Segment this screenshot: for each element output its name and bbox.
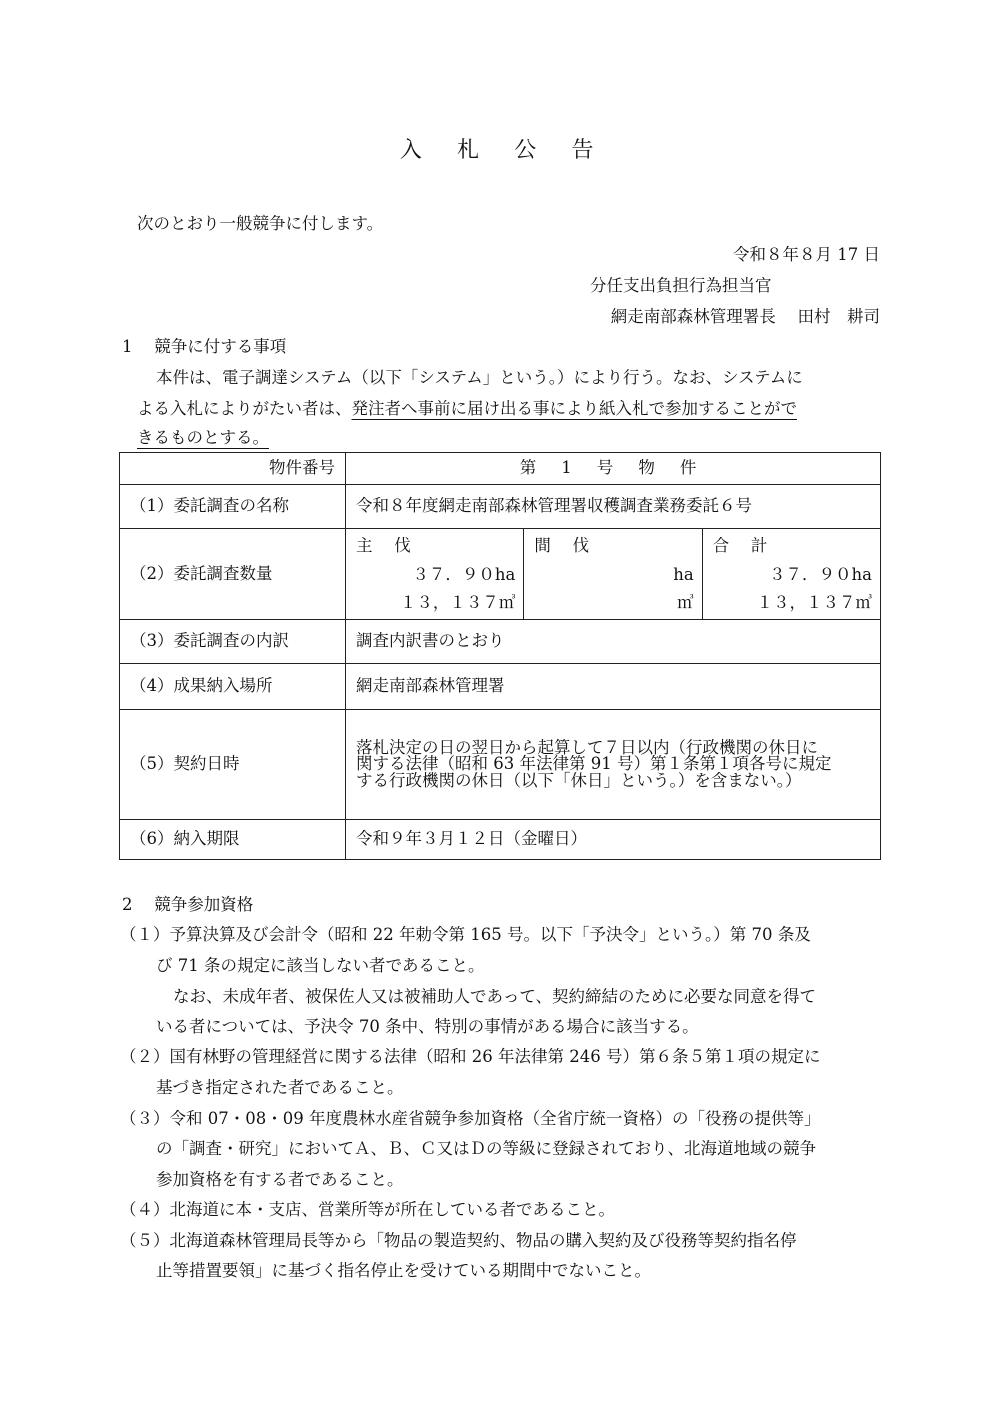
row6-value: 令和９年３月１２日（金曜日） <box>346 820 881 860</box>
section1-heading: 1 競争に付する事項 <box>122 337 287 356</box>
qualification-5-line1: （５）北海道森林管理局長等から「物品の製造契約、物品の購入契約及び役務等契約指名停 <box>120 1231 797 1250</box>
thinning-column <box>523 529 701 619</box>
main-felling-head: 主 伐 <box>356 536 419 555</box>
qualification-3-line3: 参加資格を有する者であること。 <box>156 1170 404 1189</box>
paper-bid-underlined-text: 発注者へ事前に届け出る事により紙入札で参加することがで <box>351 399 797 418</box>
row5-value-line2: 関する法律（昭和 63 年法律第 91 号）第１条第１項各号に規定 <box>356 754 832 774</box>
row4-value: 網走南部森林管理署 <box>346 664 881 710</box>
main-felling-volume: １３，１３７㎥ <box>399 593 516 612</box>
qualification-4-line1: （４）北海道に本・支店、営業所等が所在している者であること。 <box>120 1200 615 1219</box>
section1-paragraph-line2 <box>137 401 797 418</box>
row4-label: （4）成果納入場所 <box>120 664 346 710</box>
main-felling-column <box>346 529 523 619</box>
thinning-area: ha <box>673 565 694 584</box>
qualification-1-line4: いる者については、予決令 70 条中、特別の事情がある場合に該当する。 <box>156 1017 699 1036</box>
row5-value-line3: する行政機関の休日（以下「休日」という。）を含まない。） <box>356 770 802 790</box>
total-volume: １３，１３７㎥ <box>756 593 872 612</box>
section1-paragraph-line3: きるものとする。 <box>137 428 269 447</box>
row2-label: （2）委託調査数量 <box>120 529 346 620</box>
main-felling-area: ３７．９０ha <box>412 565 516 584</box>
row1-label: （1）委託調査の名称 <box>120 485 346 529</box>
qualification-1-line1: （１）予算決算及び会計令（昭和 22 年勅令第 165 号。以下「予決令」という。）第 70 条及 <box>120 925 811 944</box>
row6-label: （6）納入期限 <box>120 820 346 860</box>
thinning-volume: ㎥ <box>677 593 694 612</box>
row1-value: 令和８年度網走南部森林管理署収穫調査業務委託６号 <box>346 485 881 529</box>
section1-paragraph-line2-text: よる入札によりがたい者は、 <box>137 399 352 418</box>
total-area: ３７．９０ha <box>769 565 872 584</box>
qualification-3-line2: の「調査・研究」においてＡ、Ｂ、Ｃ又はＤの等級に登録されており、北海道地域の競争 <box>156 1139 816 1158</box>
page-title: 入 札 公 告 <box>399 138 601 163</box>
row5-label: （5）契約日時 <box>120 710 346 820</box>
table-header-row <box>120 453 881 485</box>
row3-label: （3）委託調査の内訳 <box>120 620 346 664</box>
qualification-3-line1: （３）令和 07・08・09 年度農林水産省競争参加資格（全省庁統一資格）の「役務の提供等」 <box>120 1109 821 1128</box>
table-row <box>120 620 881 664</box>
issuer-title: 分任支出負担行為担当官 <box>590 276 772 295</box>
total-column <box>702 529 880 619</box>
notice-date: 令和８年８月 17 日 <box>733 245 880 264</box>
row2-quantity-cell <box>346 529 881 620</box>
qualification-1-line3: なお、未成年者、被保佐人又は被補助人であって、契約締結のために必要な同意を得て <box>173 987 817 1006</box>
qualification-2-line1: （２）国有林野の管理経営に関する法律（昭和 26 年法律第 246 号）第６条５第１項の規定に <box>120 1047 821 1066</box>
header-label-cell: 物件番号 <box>120 453 346 485</box>
qualification-1-line2: び 71 条の規定に該当しない者であること。 <box>156 956 485 975</box>
qualification-2-line2: 基づき指定された者であること。 <box>156 1078 404 1097</box>
table-row <box>120 664 881 710</box>
row5-value <box>346 710 881 820</box>
section1-paragraph-line1: 本件は、電子調達システム（以下「システム」という。）により行う。なお、システムに <box>156 368 803 387</box>
issuer-name: 網走南部森林管理署長 田村 耕司 <box>610 307 880 326</box>
item-table <box>119 452 881 860</box>
total-head: 合 計 <box>712 536 776 555</box>
row5-value-line1: 落札決定の日の翌日から起算して７日以内（行政機関の休日に <box>356 737 818 757</box>
section2-heading: 2 競争参加資格 <box>122 895 254 914</box>
header-value-cell: 第 1 号 物 件 <box>346 453 881 485</box>
table-row <box>120 820 881 860</box>
thinning-head: 間 伐 <box>534 536 598 555</box>
qualification-5-line2: 止等措置要領」に基づく指名停止を受けている期間中でないこと。 <box>156 1261 651 1280</box>
intro-text: 次のとおり一般競争に付します。 <box>137 214 384 233</box>
quantity-grid <box>346 529 880 619</box>
row3-value: 調査内訳書のとおり <box>346 620 881 664</box>
table-row <box>120 529 881 620</box>
table-row <box>120 710 881 820</box>
table-row <box>120 485 881 529</box>
